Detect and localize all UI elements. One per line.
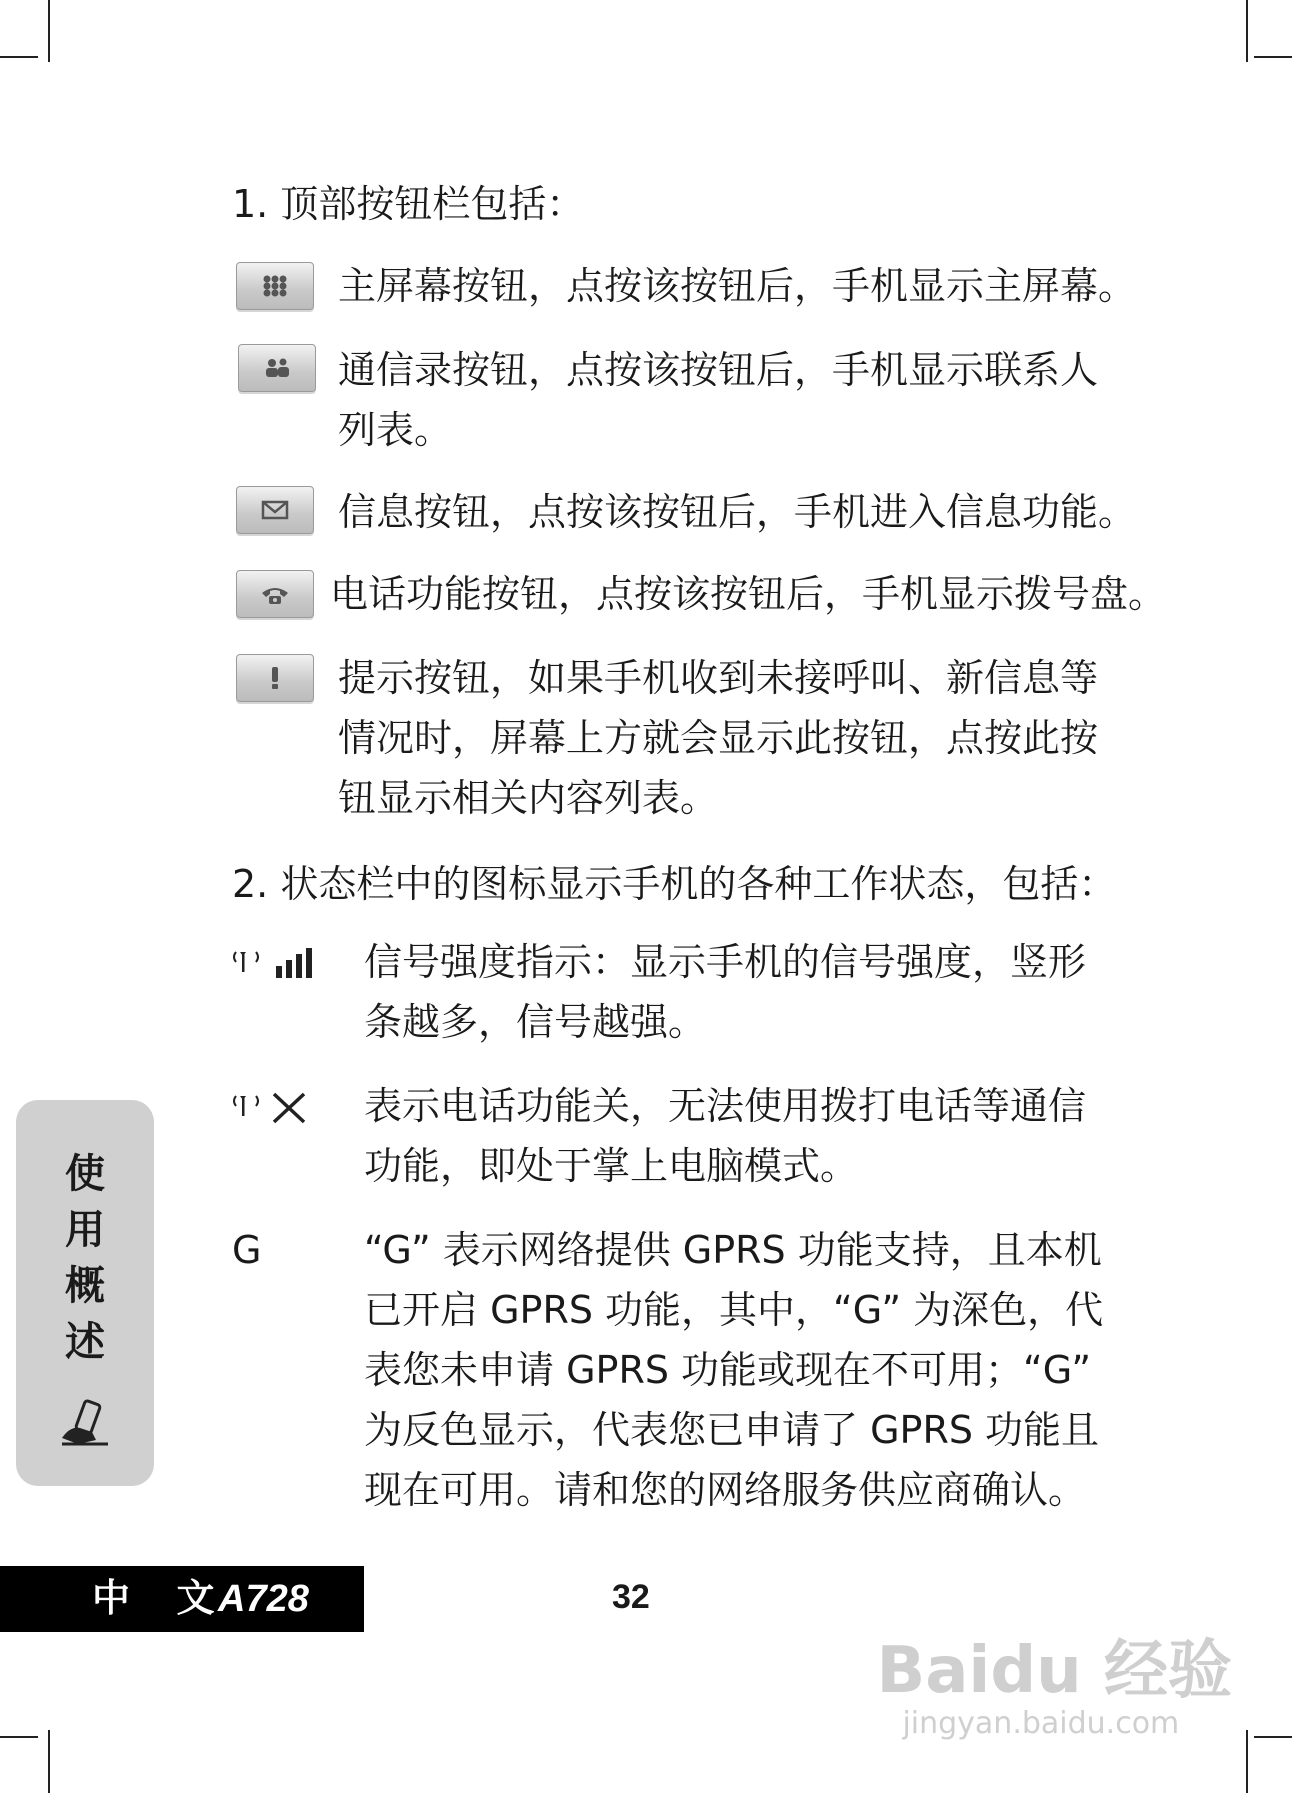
- section2-heading: 2. 状态栏中的图标显示手机的各种工作状态，包括：: [232, 862, 1117, 906]
- crop-mark-top-left-h: [0, 56, 38, 58]
- button-desc-alert: 提示按钮，如果手机收到未接呼叫、新信息等 情况时，屏幕上方就会显示此按钮，点按此按 钮显示相关内容列表。: [338, 656, 1099, 820]
- button-desc-message: 信息按钮，点按该按钮后，手机进入信息功能。: [338, 490, 1137, 534]
- side-tab-char: 述: [65, 1318, 105, 1365]
- crop-mark-bottom-left-h: [0, 1736, 38, 1738]
- side-tab-char: 用: [65, 1206, 105, 1253]
- status-desc-phone-off: 表示电话功能关，无法使用拨打电话等通信 功能，即处于掌上电脑模式。: [364, 1084, 1087, 1188]
- phone-hand-icon: [56, 1398, 116, 1448]
- status-desc-signal: 信号强度指示：显示手机的信号强度，竖形 条越多，信号越强。: [364, 940, 1087, 1044]
- envelope-icon: [236, 486, 314, 534]
- crop-mark-bottom-right-h: [1254, 1736, 1292, 1738]
- watermark-url: jingyan.baidu.com: [902, 1706, 1180, 1741]
- crop-mark-top-right-v: [1246, 0, 1248, 62]
- footer-model: A728: [218, 1578, 309, 1620]
- watermark-brand: Baidu 经验: [876, 1634, 1232, 1708]
- side-tab-char: 使: [65, 1150, 105, 1197]
- alert-exclamation-icon: [236, 654, 314, 702]
- page-number: 32: [612, 1578, 650, 1616]
- footer-bar: [0, 1566, 364, 1632]
- crop-mark-top-right-h: [1254, 56, 1292, 58]
- button-desc-phone: 电话功能按钮，点按该按钮后，手机显示拨号盘。: [330, 572, 1167, 616]
- side-tab-char: 概: [65, 1262, 105, 1309]
- section1-heading: 1. 顶部按钮栏包括：: [232, 182, 585, 226]
- home-grid-icon: [236, 262, 314, 310]
- crop-mark-bottom-left-v: [48, 1730, 50, 1793]
- footer-language: 中 文: [92, 1578, 233, 1620]
- status-desc-gprs: “G” 表示网络提供 GPRS 功能支持，且本机 已开启 GPRS 功能，其中，“G” 为深色，代 表您未申请 GPRS 功能或现在不可用；“G” 为反色显示，代表您已申请了 GPRS 功能且 现在可用。请和您的网络服务供应商确认。: [364, 1228, 1104, 1512]
- baidu-watermark: [876, 1636, 1232, 1742]
- button-desc-contacts: 通信录按钮，点按该按钮后，手机显示联系人 列表。: [338, 348, 1099, 452]
- crop-mark-bottom-right-v: [1246, 1730, 1248, 1793]
- crop-mark-top-left-v: [48, 0, 50, 62]
- phone-off-icon: [230, 1090, 314, 1126]
- phone-handset-icon: [236, 570, 314, 618]
- button-desc-home: 主屏幕按钮，点按该按钮后，手机显示主屏幕。: [338, 264, 1137, 308]
- signal-strength-icon: [230, 946, 322, 980]
- contacts-icon: [238, 344, 316, 392]
- chapter-side-tab: [16, 1100, 154, 1486]
- gprs-g-label: G: [232, 1228, 262, 1272]
